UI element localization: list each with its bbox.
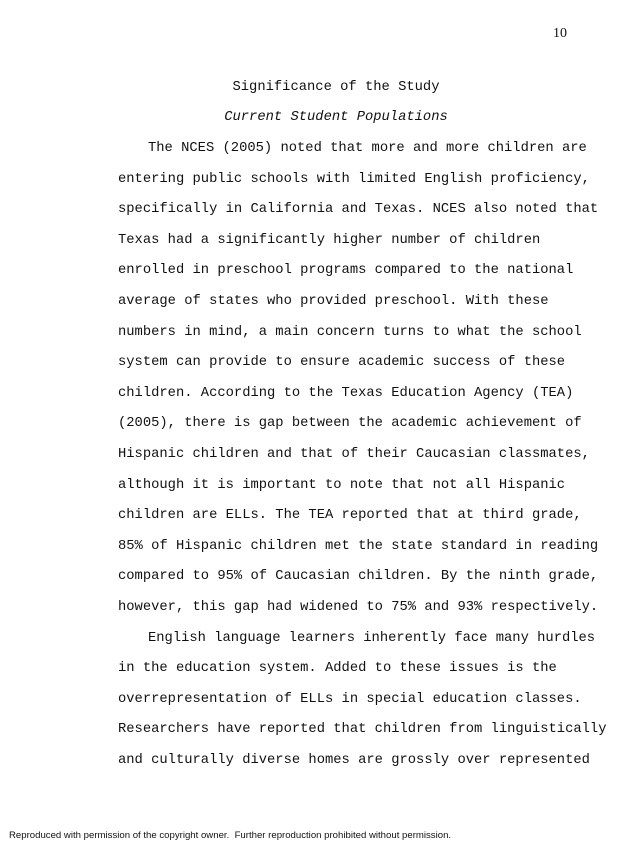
paragraph-line: numbers in mind, a main concern turns to what the school — [118, 324, 582, 340]
paragraph-line: children. According to the Texas Education Agency (TEA) — [118, 385, 574, 401]
subsection-title: Current Student Populations — [224, 110, 448, 125]
paragraph-line: children are ELLs. The TEA reported that at third grade, — [118, 508, 582, 524]
paragraph-line: however, this gap had widened to 75% and 93% respectively. — [118, 599, 599, 615]
paragraph-line: Hispanic children and that of their Caucasian classmates, — [118, 446, 590, 462]
body-text — [118, 134, 607, 776]
paragraph-line: 85% of Hispanic children met the state standard in reading — [118, 538, 599, 554]
paragraph-line: enrolled in preschool programs compared to the national — [118, 263, 574, 279]
paragraph-line: Texas had a significantly higher number of children — [118, 232, 541, 248]
paragraph-line: (2005), there is gap between the academic achievement of — [118, 416, 582, 432]
paragraph-line: compared to 95% of Caucasian children. By the ninth grade, — [118, 569, 599, 585]
paragraph-line: and culturally diverse homes are grossly over represented — [118, 752, 590, 768]
page-number: 10 — [553, 26, 567, 41]
paragraph-line: specifically in California and Texas. NCES also noted that — [118, 202, 599, 218]
paragraph-line: entering public schools with limited English proficiency, — [118, 171, 590, 187]
paragraph-line: Researchers have reported that children from linguistically — [118, 722, 607, 738]
paragraph-line: The NCES (2005) noted that more and more children are — [148, 141, 587, 156]
paragraph-line: system can provide to ensure academic success of these — [118, 355, 566, 371]
paragraph-line: average of states who provided preschool. With these — [118, 293, 549, 309]
paragraph-line: although it is important to note that not all Hispanic — [118, 477, 566, 493]
paragraph-line: in the education system. Added to these issues is the — [118, 661, 557, 677]
paragraph-line: English language learners inherently face many hurdles — [148, 630, 596, 646]
paragraph-line: overrepresentation of ELLs in special education classes. — [118, 691, 582, 707]
copyright-footer: Reproduced with permission of the copyright owner. Further reproduction prohibited without permission. — [9, 830, 452, 841]
section-title: Significance of the Study — [232, 80, 440, 95]
